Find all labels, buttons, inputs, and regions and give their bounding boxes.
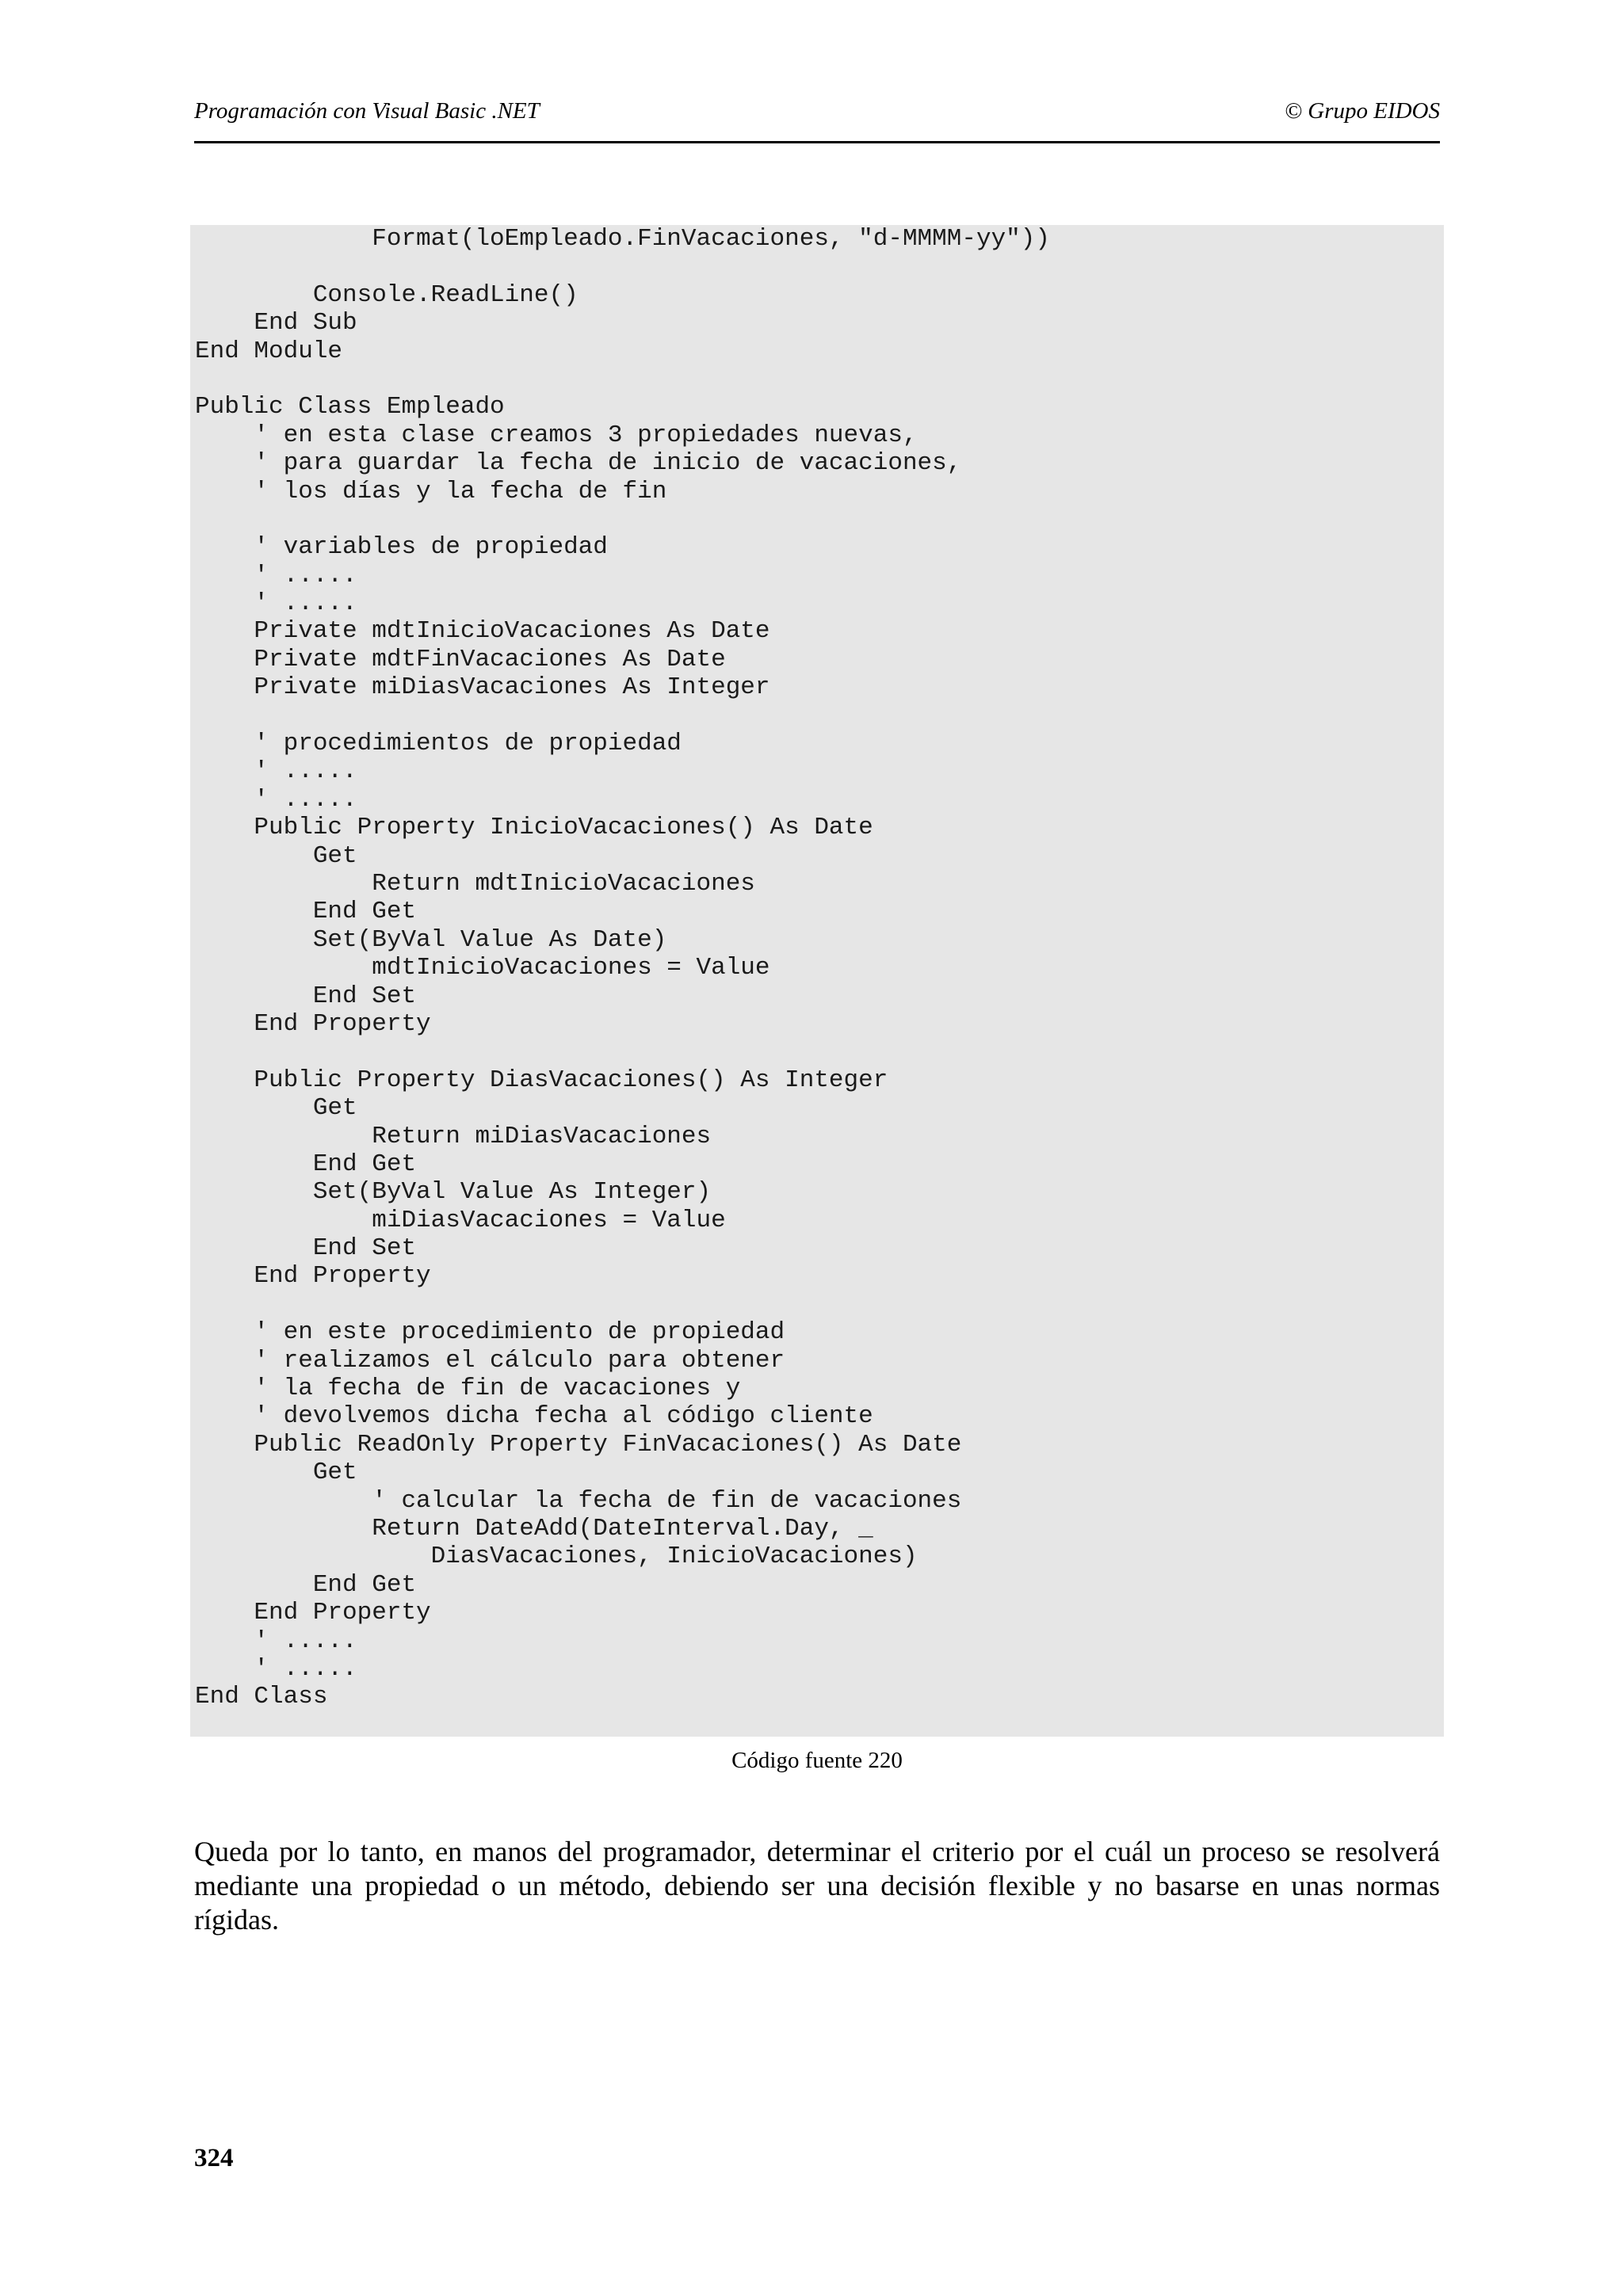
code-line: Private mdtFinVacaciones As Date <box>195 645 726 673</box>
code-line: Format(loEmpleado.FinVacaciones, "d-MMMM-yy")) <box>195 225 1050 253</box>
code-line: Public Class Empleado <box>195 393 505 421</box>
code-line <box>195 505 1444 533</box>
code-line <box>195 1038 1444 1066</box>
code-line: ' ..... <box>195 561 357 589</box>
code-line: miDiasVacaciones = Value <box>195 1206 726 1234</box>
code-line: End Class <box>195 1683 328 1711</box>
code-line: Set(ByVal Value As Integer) <box>195 1178 712 1207</box>
code-line: Public Property InicioVacaciones() As Date <box>195 814 873 842</box>
code-line: ' ..... <box>195 785 357 814</box>
code-line: ' la fecha de fin de vacaciones y <box>195 1375 741 1403</box>
code-line: ' en esta clase creamos 3 propiedades nuevas, <box>195 421 918 449</box>
code-line: End Set <box>195 1234 417 1263</box>
code-line: End Property <box>195 1009 431 1038</box>
code-line: ' en este procedimiento de propiedad <box>195 1318 785 1347</box>
code-line: Return miDiasVacaciones <box>195 1122 712 1150</box>
code-line: ' ..... <box>195 589 357 618</box>
code-line: End Property <box>195 1599 431 1627</box>
code-line <box>195 365 1444 393</box>
code-line: End Get <box>195 1150 417 1178</box>
code-line: Set(ByVal Value As Date) <box>195 925 667 954</box>
code-line: DiasVacaciones, InicioVacaciones) <box>195 1543 918 1571</box>
body-paragraph: Queda por lo tanto, en manos del programador, determinar el criterio por el cuál un proceso se resolverá mediante una propiedad o un método, debiendo ser una decisión flexible y no basarse en unas normas rígidas. <box>194 1836 1440 1936</box>
code-line: mdtInicioVacaciones = Value <box>195 954 770 982</box>
code-line: ' ..... <box>195 1627 357 1655</box>
code-line: ' para guardar la fecha de inicio de vacaciones, <box>195 449 962 478</box>
code-line: End Get <box>195 898 417 926</box>
code-line: Private mdtInicioVacaciones As Date <box>195 617 770 646</box>
code-line: Public ReadOnly Property FinVacaciones() As Date <box>195 1430 962 1459</box>
code-line <box>195 702 1444 730</box>
code-line: ' ..... <box>195 1654 357 1683</box>
code-line: End Property <box>195 1262 431 1291</box>
code-line: Get <box>195 1094 357 1123</box>
code-line: Get <box>195 841 357 870</box>
code-line: ' devolvemos dicha fecha al código cliente <box>195 1402 873 1431</box>
code-line: Console.ReadLine() <box>195 280 579 309</box>
code-line: Return mdtInicioVacaciones <box>195 869 755 898</box>
code-line: End Sub <box>195 309 357 338</box>
code-line <box>195 1291 1444 1318</box>
code-line: Return DateAdd(DateInterval.Day, _ <box>195 1514 873 1543</box>
code-caption: Código fuente 220 <box>731 1748 903 1773</box>
code-line: ' realizamos el cálculo para obtener <box>195 1346 785 1375</box>
code-line: Private miDiasVacaciones As Integer <box>195 673 770 702</box>
code-line: End Module <box>195 337 343 365</box>
code-line <box>195 253 1444 280</box>
page-number: 324 <box>194 2144 234 2172</box>
code-line: ' ..... <box>195 757 357 786</box>
code-line: ' los días y la fecha de fin <box>195 477 667 505</box>
code-line: ' calcular la fecha de fin de vacaciones <box>195 1486 962 1515</box>
code-line: ' variables de propiedad <box>195 533 608 562</box>
page-header <box>194 93 1440 143</box>
code-line: ' procedimientos de propiedad <box>195 730 682 758</box>
code-line: Get <box>195 1459 357 1487</box>
publisher-copyright: © Grupo EIDOS <box>1284 98 1440 124</box>
code-line: End Set <box>195 982 417 1010</box>
code-line: Public Property DiasVacaciones() As Integer <box>195 1066 888 1094</box>
code-listing <box>190 225 1444 1737</box>
book-title: Programación con Visual Basic .NET <box>194 98 540 124</box>
code-line: End Get <box>195 1570 417 1599</box>
